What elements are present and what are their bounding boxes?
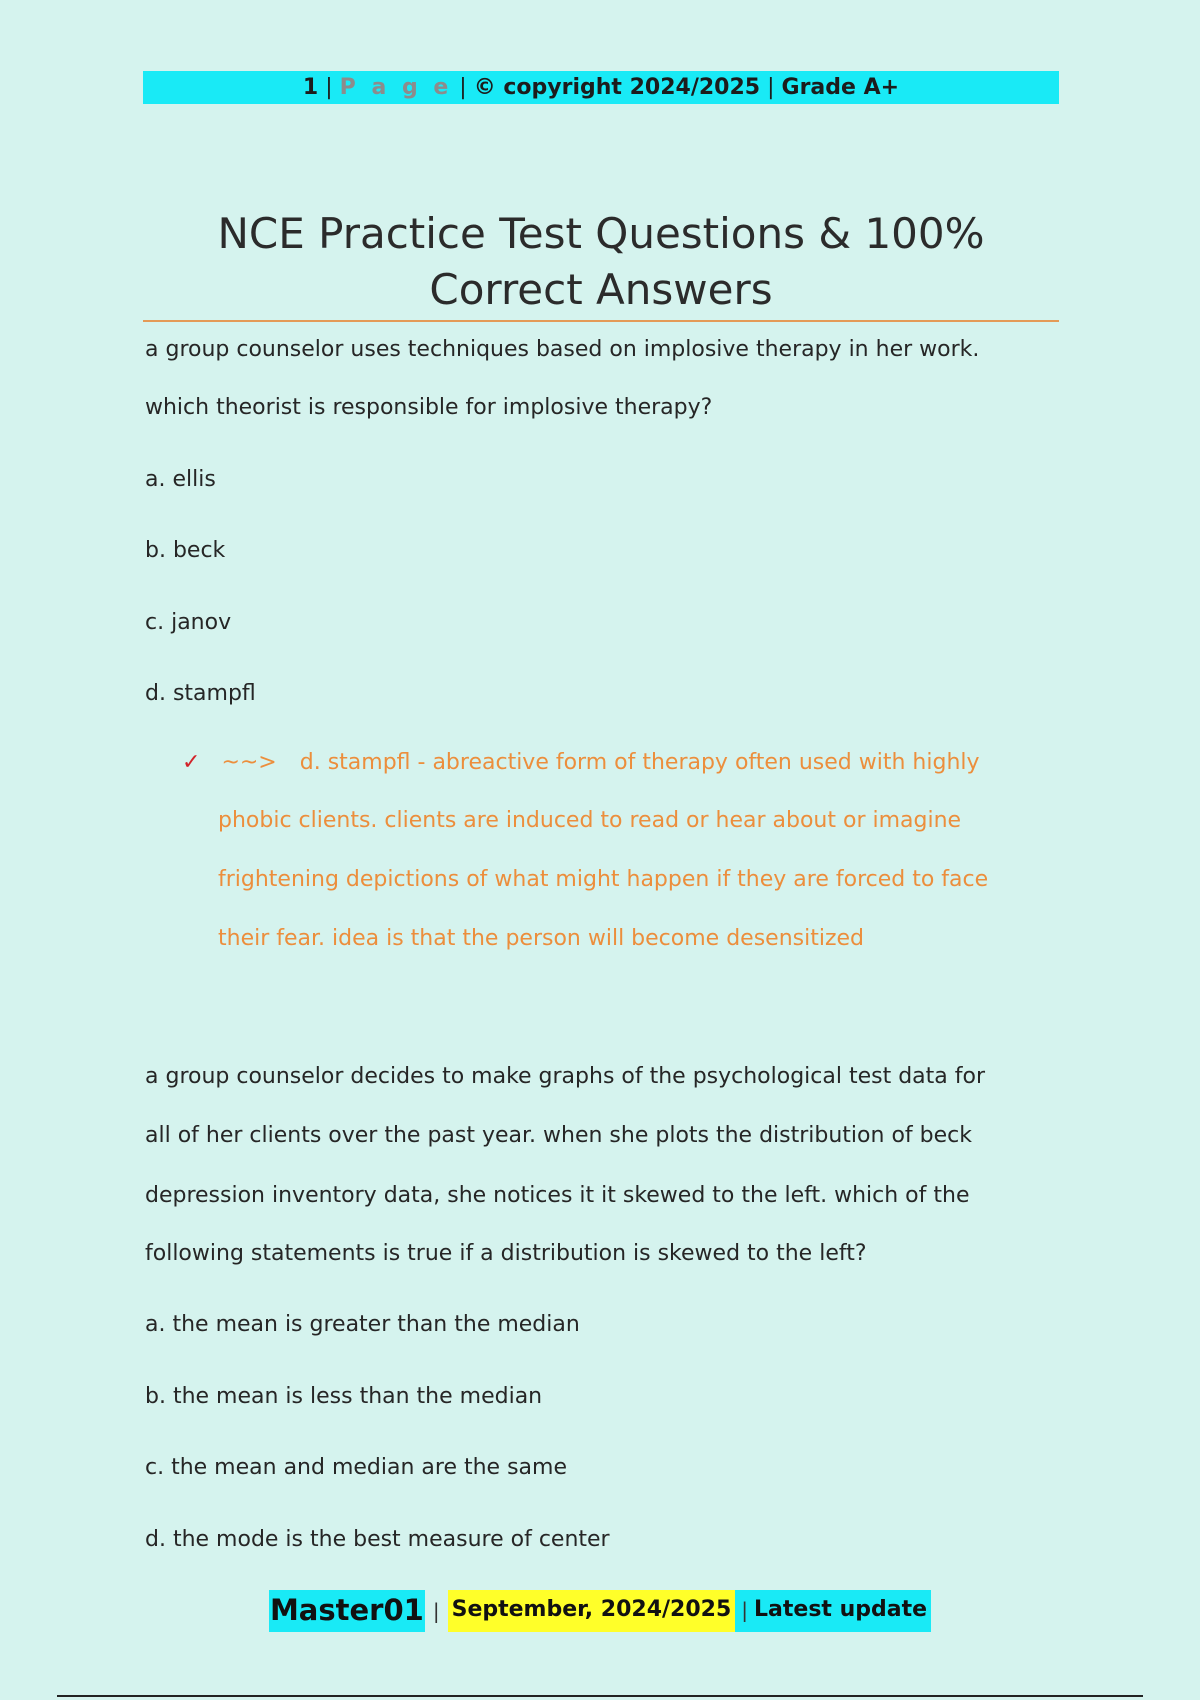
footer-update: Latest update — [754, 1590, 931, 1632]
title-line-2: Correct Answers — [429, 265, 773, 314]
question-2-line-1: a group counselor decides to make graphs of the psychological test data for — [145, 1064, 986, 1089]
page-footer: Master01 | September, 2024/2025 | Latest update — [0, 1590, 1200, 1632]
question-2-line-4: following statements is true if a distribution is skewed to the left? — [145, 1241, 867, 1266]
question-2-option-c: c. the mean and median are the same — [145, 1455, 567, 1480]
question-1-line-1: a group counselor uses techniques based on implosive therapy in her work. — [145, 337, 980, 362]
question-2-line-2: all of her clients over the past year. when she plots the distribution of beck — [145, 1123, 972, 1148]
question-1-option-a: a. ellis — [145, 467, 216, 492]
question-1-option-d: d. stampfl — [145, 681, 256, 706]
answer-line-4: their fear. idea is that the person will become desensitized — [218, 926, 864, 951]
title-divider — [143, 320, 1059, 322]
footer-brand: Master01 — [269, 1590, 425, 1632]
answer-line-1: d. stampfl - abreactive form of therapy often used with highly — [299, 750, 980, 775]
copyright-text: © copyright 2024/2025 — [473, 75, 761, 100]
question-2-option-a: a. the mean is greater than the median — [145, 1312, 580, 1337]
question-2-line-3: depression inventory data, she notices it it skewed to the left. which of the — [145, 1183, 970, 1208]
title-line-1: NCE Practice Test Questions & 100% — [217, 209, 985, 258]
page-word: P a g e — [339, 75, 453, 100]
grade-text: Grade A+ — [781, 75, 900, 100]
answer-line-3: frightening depictions of what might happen if they are forced to face — [218, 867, 989, 892]
question-1-option-c: c. janov — [145, 610, 232, 635]
check-icon: ✓ — [182, 750, 201, 775]
page-title — [143, 206, 1059, 318]
question-2-option-d: d. the mode is the best measure of center — [145, 1527, 610, 1552]
question-1-option-b: b. beck — [145, 538, 226, 563]
answer-arrow: ~~> — [221, 750, 277, 775]
page-number: 1 — [302, 75, 319, 100]
question-2-option-b: b. the mean is less than the median — [145, 1384, 543, 1409]
question-1-line-2: which theorist is responsible for implosive therapy? — [145, 395, 713, 420]
bottom-divider — [57, 1695, 1143, 1697]
page-header: 1 | P a g e | © copyright 2024/2025 | Grade A+ — [143, 71, 1059, 104]
footer-date: September, 2024/2025 — [448, 1590, 736, 1632]
answer-line-2: phobic clients. clients are induced to read or hear about or imagine — [218, 808, 962, 833]
